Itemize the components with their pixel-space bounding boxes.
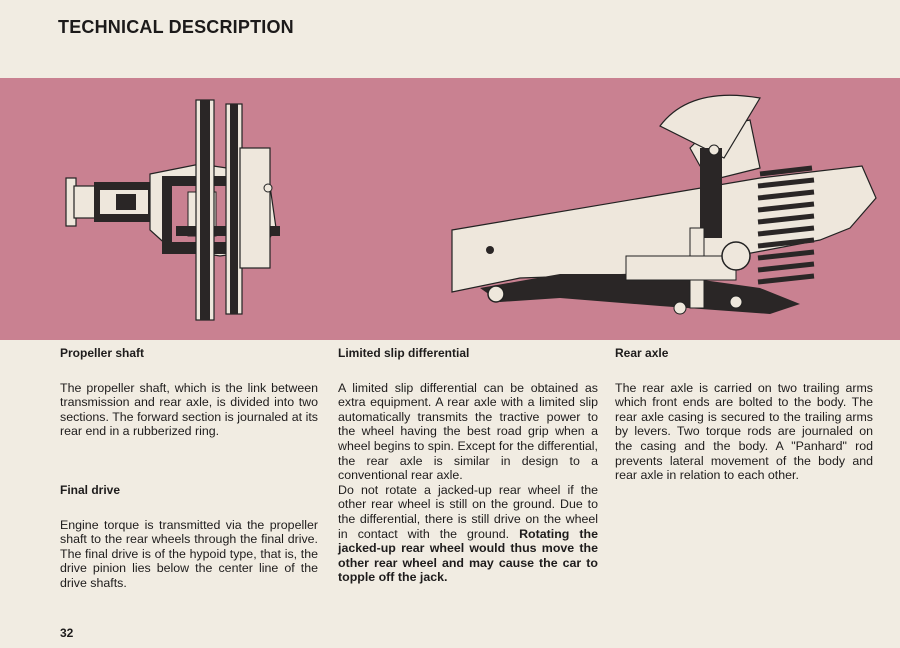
text-propeller-shaft: The propeller shaft, which is the link between transmission and rear axle, is divided into two sections. The forward section is journaled at its rear end in a rubberized ring. [60, 380, 318, 439]
column-rear-axle [615, 346, 873, 483]
illustration-band [0, 78, 900, 340]
illustration-svg [0, 78, 900, 340]
column-limited-slip [338, 346, 598, 585]
heading-final-drive: Final drive [60, 482, 121, 497]
warning-text: Rotating the jacked-up rear wheel would thus move the other rear wheel and may cause the car to topple off the jack. [338, 526, 598, 585]
page-number: 32 [60, 626, 74, 640]
rear-axle-drawing [452, 95, 876, 314]
text-limited-slip-caution [338, 483, 598, 585]
text-limited-slip: A limited slip differential can be obtained as extra equipment. A rear axle with a limited slip automatically transmits the tractive power to the wheel having the best road grip when a wheel begins to spin. Except for the differential, the rear axle is similar in design to a conventional rear axle. [338, 380, 598, 483]
heading-limited-slip: Limited slip differential [338, 346, 470, 360]
caution-text: Do not rotate a jacked-up rear wheel if the other rear wheel is still on the ground. Due to the differential, there is still drive on the wheel in contact with the ground. [338, 482, 598, 541]
heading-propeller-shaft: Propeller shaft [60, 346, 145, 360]
text-rear-axle: The rear axle is carried on two trailing arms which front ends are bolted to the body. The rear axle casing is secured to the trailing arms by levers. Two torque rods are journaled on the casing and the body. A "Panhard" rod prevents lateral movement of the body and rear axle in relation to each other. [615, 380, 873, 483]
differential-drawing [66, 100, 280, 320]
page-title: TECHNICAL DESCRIPTION [58, 17, 294, 37]
column-propeller-shaft [60, 346, 318, 591]
text-final-drive: Engine torque is transmitted via the propeller shaft to the rear wheels through the final drive. The final drive is of the hypoid type, that is, the drive pinion lies below the center line of the drive shafts. [60, 517, 318, 590]
heading-rear-axle: Rear axle [615, 346, 669, 360]
